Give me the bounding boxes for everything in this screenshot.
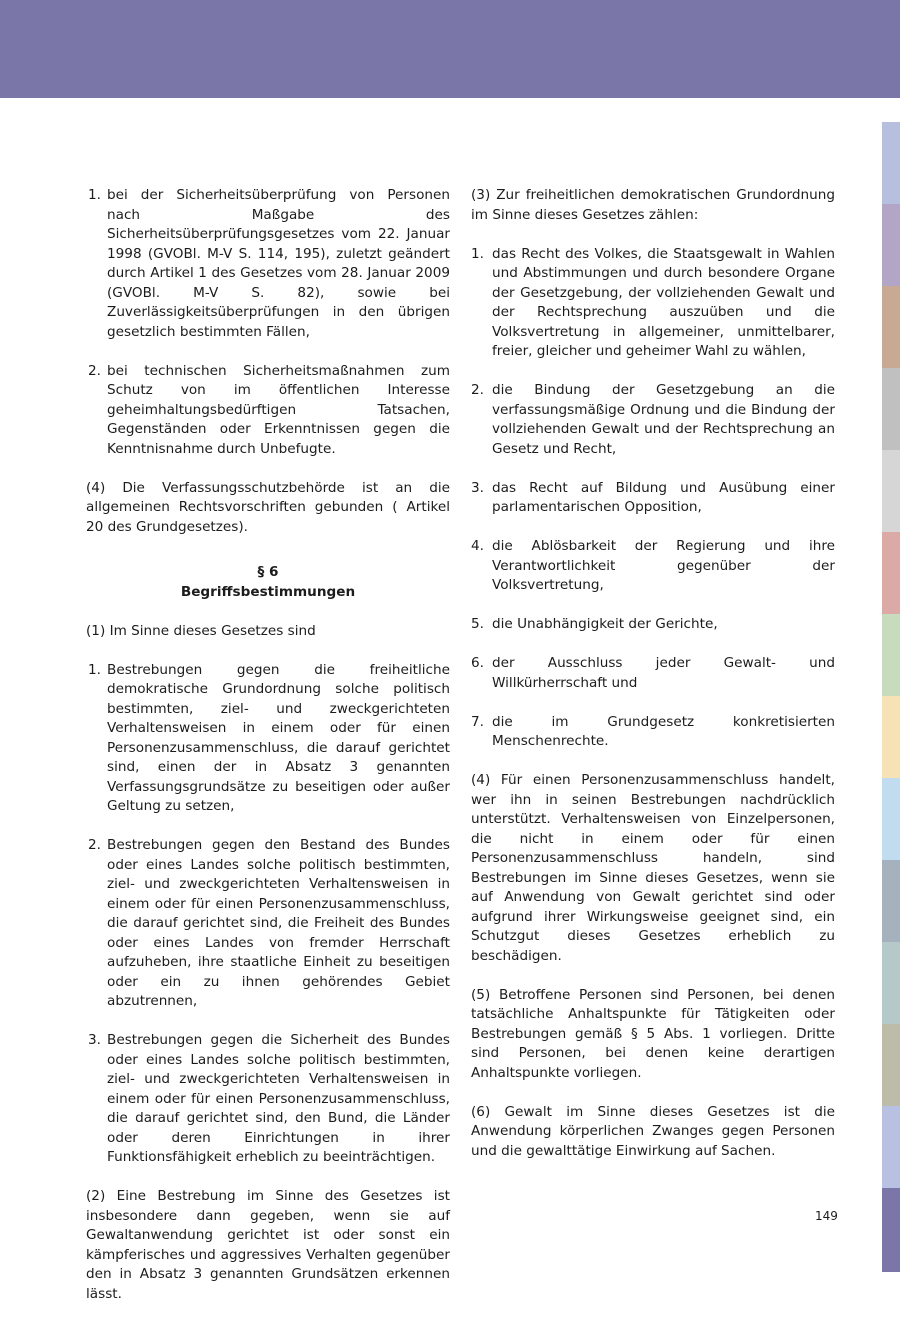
list-item-text: die Bindung der Gesetzgebung an die verfassungsmäßige Ordnung und die Bindung der vollziehenden Gewalt und der Rechtsprechung an Gesetz und Recht, xyxy=(492,382,835,457)
numbered-list-definitions xyxy=(86,661,450,1168)
numbered-list-scope xyxy=(86,186,450,459)
paragraph-4-legal-binding: (4) Die Verfassungsschutzbehörde ist an die allgemeinen Rechtsvorschriften gebunden ( Artikel 20 des Grundgesetzes). xyxy=(86,479,450,535)
list-item-text: der Ausschluss jeder Gewalt- und Willkürherrschaft und xyxy=(492,655,835,691)
list-item-number: 3. xyxy=(471,479,484,496)
list-item xyxy=(471,713,835,752)
list-item-text: bei technischen Sicherheitsmaßnahmen zum Schutz von im öffentlichen Interesse geheimhaltungsbedürftigen Tatsachen, Gegenständen oder Erkenntnissen gegen die Kenntnisnahme durch Unbefugte. xyxy=(107,362,450,457)
list-item-number: 4. xyxy=(471,538,484,554)
list-item xyxy=(471,537,835,596)
list-item-text: Bestrebungen gegen die Sicherheit des Bundes oder eines Landes solche politisch bestimmten, ziel- und zweckgerichteten Verhaltensweisen in einem oder für einen Personenzusammenschluss, die darauf gerichtet sind, den Bund, die Länder oder deren Einrichtungen in ihrer Funktionsfähigkeit erheblich zu beeinträchtigen. xyxy=(107,1032,450,1165)
list-item-number: 2. xyxy=(88,837,101,853)
header-color-band xyxy=(0,0,900,98)
list-item-text: das Recht des Volkes, die Staatsgewalt in Wahlen und Abstimmungen und durch besondere Organe der Gesetzgebung, der vollziehenden Gewalt und der Rechtsprechung auszuüben und die Volksvertretung in allgemeiner, unmittelbarer, freier, gleicher und geheimer Wahl zu wählen, xyxy=(492,245,835,359)
list-item-number: 1. xyxy=(88,661,101,678)
page-number: 149 xyxy=(815,1209,838,1223)
chapter-tab xyxy=(882,942,900,1024)
list-item xyxy=(86,362,450,460)
list-item-text: bei der Sicherheitsüberprüfung von Personen nach Maßgabe des Sicherheitsüberprüfungsgesetzes vom 22. Januar 1998 (GVOBl. M-V S. 114, 195), zuletzt geändert durch Artikel 1 des Gesetzes vom 28. Januar 2009 (GVOBl. M-V S. 82), sowie bei Zuverlässigkeitsüberprüfungen in den übrigen gesetzlich bestimmten Fällen, xyxy=(107,187,450,340)
list-item xyxy=(471,245,835,362)
paragraph-6-gewalt: (6) Gewalt im Sinne dieses Gesetzes ist die Anwendung körperlichen Zwanges gegen Personen und die gewalttätige Einwirkung auf Sachen. xyxy=(471,1103,835,1159)
list-item-number: 5. xyxy=(471,616,484,632)
list-item xyxy=(86,186,450,342)
paragraph-3-intro: (3) Zur freiheitlichen demokratischen Grundordnung im Sinne dieses Gesetzes zählen: xyxy=(471,187,835,223)
section-number: § 6 xyxy=(257,564,279,580)
list-item xyxy=(86,1031,450,1168)
chapter-tab xyxy=(882,1106,900,1188)
chapter-tab xyxy=(882,532,900,614)
section-heading xyxy=(86,563,450,602)
paragraph-2-bestrebung: (2) Eine Bestrebung im Sinne des Gesetzes ist insbesondere dann gegeben, wenn sie auf Gewaltanwendung gerichtet ist oder sonst ein kämpferisches und aggressives Verhalten gegenüber den in Absatz 3 genannten Grundsätzen erkennen lässt. xyxy=(86,1188,450,1302)
chapter-color-tabs xyxy=(882,122,900,1272)
list-item-number: 6. xyxy=(471,655,484,671)
chapter-tab-current xyxy=(882,1188,900,1272)
chapter-tab xyxy=(882,286,900,368)
list-item-text: Bestrebungen gegen die freiheitliche demokratische Grundordnung solche politisch bestimmten, ziel- und zweckgerichteten Verhaltensweisen in einem oder für einen Personenzusammenschluss, die darauf gerichtet sind, einen der in Absatz 3 genannten Verfassungsgrundsätze zu beseitigen oder außer Geltung zu setzen, xyxy=(107,661,450,814)
numbered-list-principles xyxy=(471,245,835,752)
list-item xyxy=(471,381,835,459)
chapter-tab xyxy=(882,122,900,204)
list-item xyxy=(471,479,835,518)
paragraph-5-betroffene-personen: (5) Betroffene Personen sind Personen, bei denen tatsächliche Anhaltspunkte für Tätigkeiten oder Bestrebungen gemäß § 5 Abs. 1 vorliegen. Dritte sind Personen, bei denen keine derartigen Anhaltspunkte vorliegen. xyxy=(471,986,835,1081)
list-item-number: 2. xyxy=(88,362,101,379)
list-item xyxy=(471,654,835,693)
list-item xyxy=(471,615,835,635)
chapter-tab xyxy=(882,1024,900,1106)
section-title: Begriffsbestimmungen xyxy=(180,583,356,600)
chapter-tab xyxy=(882,860,900,942)
list-item-number: 1. xyxy=(88,187,101,203)
list-item xyxy=(86,661,450,817)
list-item-text: Bestrebungen gegen den Bestand des Bundes oder eines Landes solche politisch bestimmten, ziel- und zweckgerichteten Verhaltensweisen in einem oder für einen Personenzusammenschluss, die darauf gerichtet sind, die Freiheit des Bundes oder eines Landes von fremder Herrschaft aufzuheben, ihre staatliche Einheit zu beseitigen oder ein zu ihnen gehörendes Gebiet abzutrennen, xyxy=(107,837,450,1009)
paragraph-1-intro: (1) Im Sinne dieses Gesetzes sind xyxy=(86,622,316,639)
chapter-tab xyxy=(882,204,900,286)
list-item-number: 2. xyxy=(471,382,484,398)
list-item-text: die im Grundgesetz konkretisierten Menschenrechte. xyxy=(492,713,835,749)
list-item-number: 3. xyxy=(88,1032,101,1048)
chapter-tab xyxy=(882,696,900,778)
chapter-tab xyxy=(882,614,900,696)
left-column xyxy=(86,186,450,1324)
chapter-tab xyxy=(882,450,900,532)
right-column xyxy=(471,186,835,1181)
list-item-text: das Recht auf Bildung und Ausübung einer parlamentarischen Opposition, xyxy=(492,479,835,515)
list-item-text: die Unabhängigkeit der Gerichte, xyxy=(492,616,718,632)
list-item-text: die Ablösbarkeit der Regierung und ihre Verantwortlichkeit gegenüber der Volksvertretung, xyxy=(492,538,835,593)
list-item-number: 7. xyxy=(471,713,484,730)
list-item-number: 1. xyxy=(471,245,484,262)
chapter-tab xyxy=(882,368,900,450)
paragraph-4-personenzusammenschluss: (4) Für einen Personenzusammenschluss handelt, wer ihn in seinen Bestrebungen nachdrücklich unterstützt. Verhaltensweisen von Einzelpersonen, die nicht in einem oder für einen Personenzusammenschluss handeln, sind Bestrebungen im Sinne dieses Gesetzes, wenn sie auf Anwendung von Gewalt gerichtet sind oder aufgrund ihrer Wirkungsweise geeignet sind, ein Schutzgut dieses Gesetzes erheblich zu beschädigen. xyxy=(471,772,835,964)
list-item xyxy=(86,836,450,1012)
chapter-tab xyxy=(882,778,900,860)
